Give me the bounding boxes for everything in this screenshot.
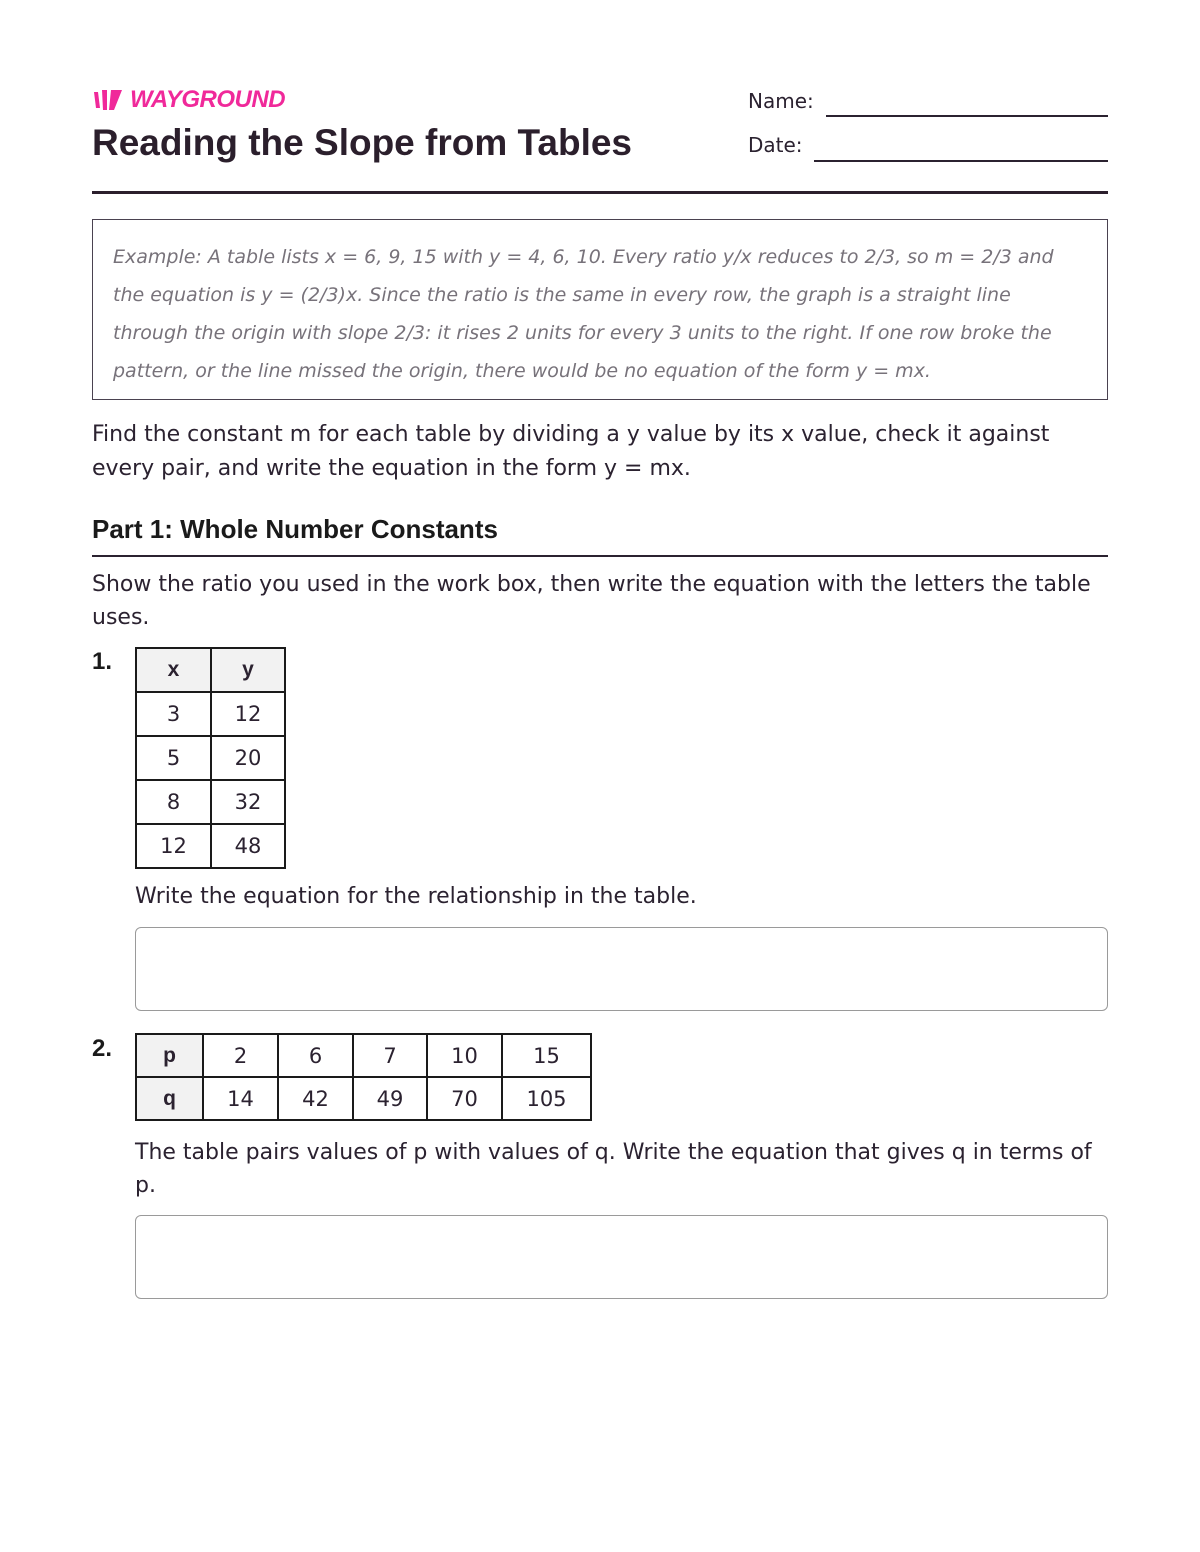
table-row [136, 692, 285, 736]
table-cell: 70 [427, 1077, 502, 1120]
table-header-row [136, 648, 285, 692]
table-header-cell: p [136, 1034, 203, 1077]
table-header-cell: x [136, 648, 211, 692]
table-cell: 12 [136, 824, 211, 868]
table-header-cell: q [136, 1077, 203, 1120]
table-cell: 20 [211, 736, 285, 780]
table-cell: 15 [502, 1034, 591, 1077]
date-field [748, 133, 803, 157]
part-divider [92, 555, 1108, 557]
table-cell: 2 [203, 1034, 278, 1077]
value-table [135, 647, 286, 869]
page-title: Reading the Slope from Tables [92, 122, 633, 163]
table-cell: 32 [211, 780, 285, 824]
table-header-cell: y [211, 648, 285, 692]
value-table [135, 1033, 592, 1121]
table-cell: 8 [136, 780, 211, 824]
table-cell: 7 [353, 1034, 427, 1077]
question-number: 2. [92, 1035, 113, 1062]
date-input-line[interactable] [814, 160, 1108, 162]
name-input-line[interactable] [826, 115, 1108, 117]
brand-name: WAYGROUND [130, 86, 286, 113]
table-cell: 10 [427, 1034, 502, 1077]
table-row [136, 824, 285, 868]
table-cell: 48 [211, 824, 285, 868]
question-prompt: Write the equation for the relationship in the table. [135, 884, 697, 909]
answer-box[interactable] [135, 927, 1108, 1011]
example-text: Example: A table lists x = 6, 9, 15 with y = 4, 6, 10. Every ratio y/x reduces to 2/3, so m = 2/3 and the equation is y = (2/3)x. Since the ratio is the same in every row, the graph is a straight line through the origin with slope 2/3: it rises 2 units for every 3 units to the right. If one row broke the pattern, or the line missed the origin, there would be no equation of the form y = mx. [113, 246, 1054, 382]
wayground-logo-icon [92, 88, 124, 112]
date-label: Date: [748, 133, 803, 157]
table-cell: 14 [203, 1077, 278, 1120]
part-instructions: Show the ratio you used in the work box, then write the equation with the letters the table uses. [92, 572, 1091, 630]
question-prompt: The table pairs values of p with values of q. Write the equation that gives q in terms of p. [135, 1140, 1092, 1198]
table-row [136, 1034, 591, 1077]
brand [92, 86, 285, 114]
name-label: Name: [748, 89, 814, 113]
question-number: 1. [92, 648, 113, 675]
name-field [748, 89, 814, 113]
instructions: Find the constant m for each table by dividing a y value by its x value, check it against every pair, and write the equation in the form y = mx. [92, 422, 1050, 481]
table-cell: 42 [278, 1077, 353, 1120]
table-row [136, 736, 285, 780]
table-cell: 6 [278, 1034, 353, 1077]
header-divider [92, 191, 1108, 194]
answer-box[interactable] [135, 1215, 1108, 1299]
table-cell: 49 [353, 1077, 427, 1120]
table-cell: 105 [502, 1077, 591, 1120]
example-box [92, 219, 1108, 400]
table-cell: 3 [136, 692, 211, 736]
table-cell: 5 [136, 736, 211, 780]
table-cell: 12 [211, 692, 285, 736]
table-row [136, 780, 285, 824]
table-row [136, 1077, 591, 1120]
part-heading: Part 1: Whole Number Constants [92, 514, 498, 544]
